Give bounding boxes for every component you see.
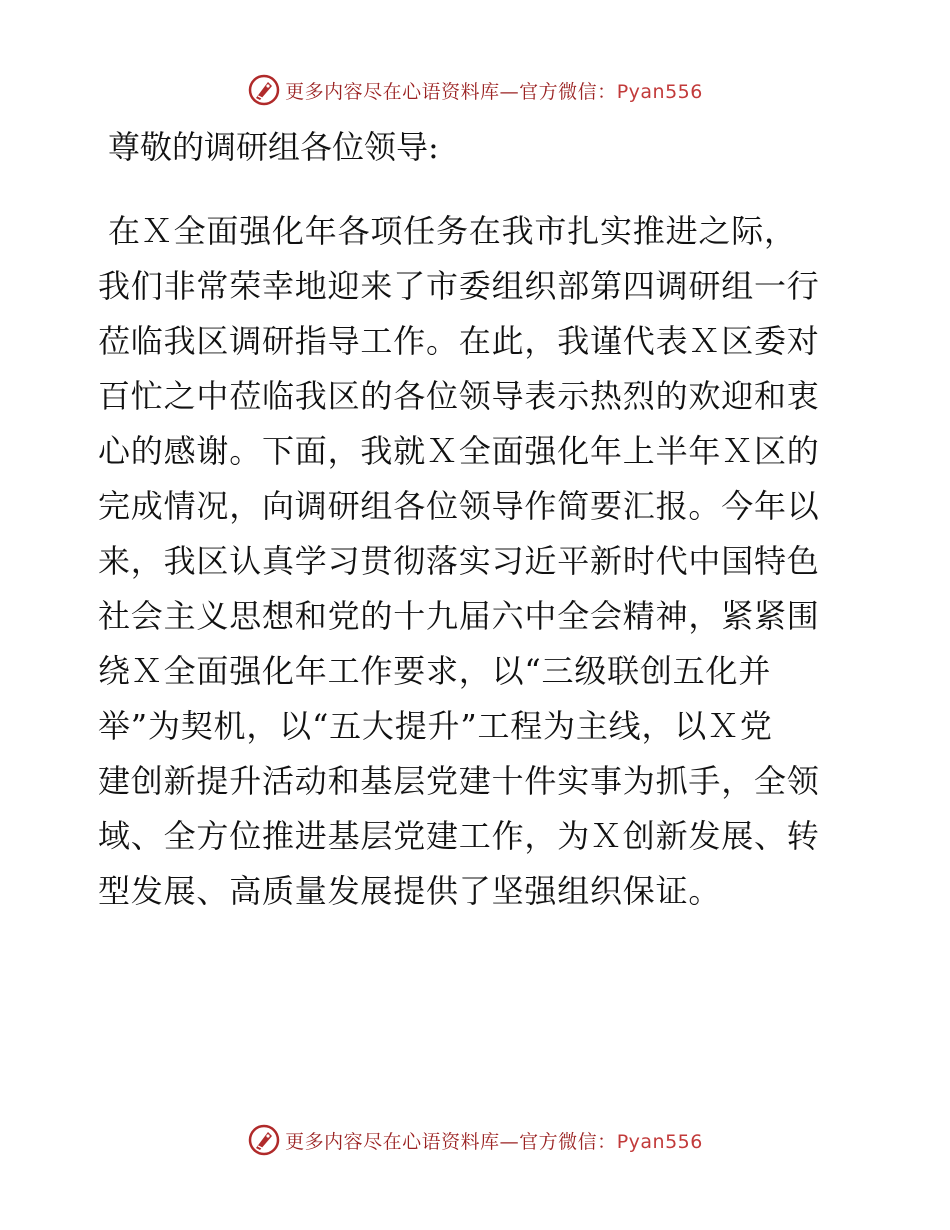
- text-line: 型发展、高质量发展提供了坚强组织保证。: [98, 872, 722, 910]
- watermark-main: 更多内容尽在心语资料库: [285, 1130, 500, 1153]
- watermark-official-label: 官方微信：: [519, 80, 617, 103]
- text-line: 绕Ｘ全面强化年工作要求，以“三级联创五化并: [98, 652, 772, 690]
- text-line: 举”为契机，以“五大提升”工程为主线，以Ｘ党: [98, 707, 773, 745]
- text-line: 域、全方位推进基层党建工作，为Ｘ创新发展、转: [98, 817, 820, 855]
- text-line: 百忙之中莅临我区的各位领导表示热烈的欢迎和衷: [98, 377, 820, 415]
- pen-nib-logo-icon: [247, 1123, 281, 1157]
- watermark-text: [285, 77, 703, 104]
- text-line: 完成情况，向调研组各位领导作简要汇报。今年以: [98, 487, 820, 525]
- text-line: 社会主义思想和党的十九届六中全会精神，紧紧围: [98, 597, 820, 635]
- body-paragraph: [98, 204, 858, 919]
- pen-nib-logo-icon: [247, 73, 281, 107]
- text-line: 在Ｘ全面强化年各项任务在我市扎实推进之际，: [108, 212, 797, 250]
- watermark-dash: —: [499, 1130, 520, 1153]
- text-line: 我们非常荣幸地迎来了市委组织部第四调研组一行: [98, 267, 820, 305]
- document-body: [98, 122, 858, 919]
- text-line: 建创新提升活动和基层党建十件实事为抓手，全领: [98, 762, 820, 800]
- watermark-banner-top: [0, 70, 950, 110]
- text-line: 来，我区认真学习贯彻落实习近平新时代中国特色: [98, 542, 820, 580]
- watermark-wechat-id: Pyan556: [616, 1130, 703, 1153]
- watermark-dash: —: [499, 80, 520, 103]
- text-line: 心的感谢。下面，我就Ｘ全面强化年上半年Ｘ区的: [98, 432, 820, 470]
- watermark-text: [285, 1127, 703, 1154]
- watermark-official-label: 官方微信：: [519, 1130, 617, 1153]
- text-line: 莅临我区调研指导工作。在此，我谨代表Ｘ区委对: [98, 322, 820, 360]
- watermark-main: 更多内容尽在心语资料库: [285, 80, 500, 103]
- watermark-banner-bottom: [0, 1120, 950, 1160]
- watermark-wechat-id: Pyan556: [616, 80, 703, 103]
- salutation: 尊敬的调研组各位领导:: [108, 128, 439, 166]
